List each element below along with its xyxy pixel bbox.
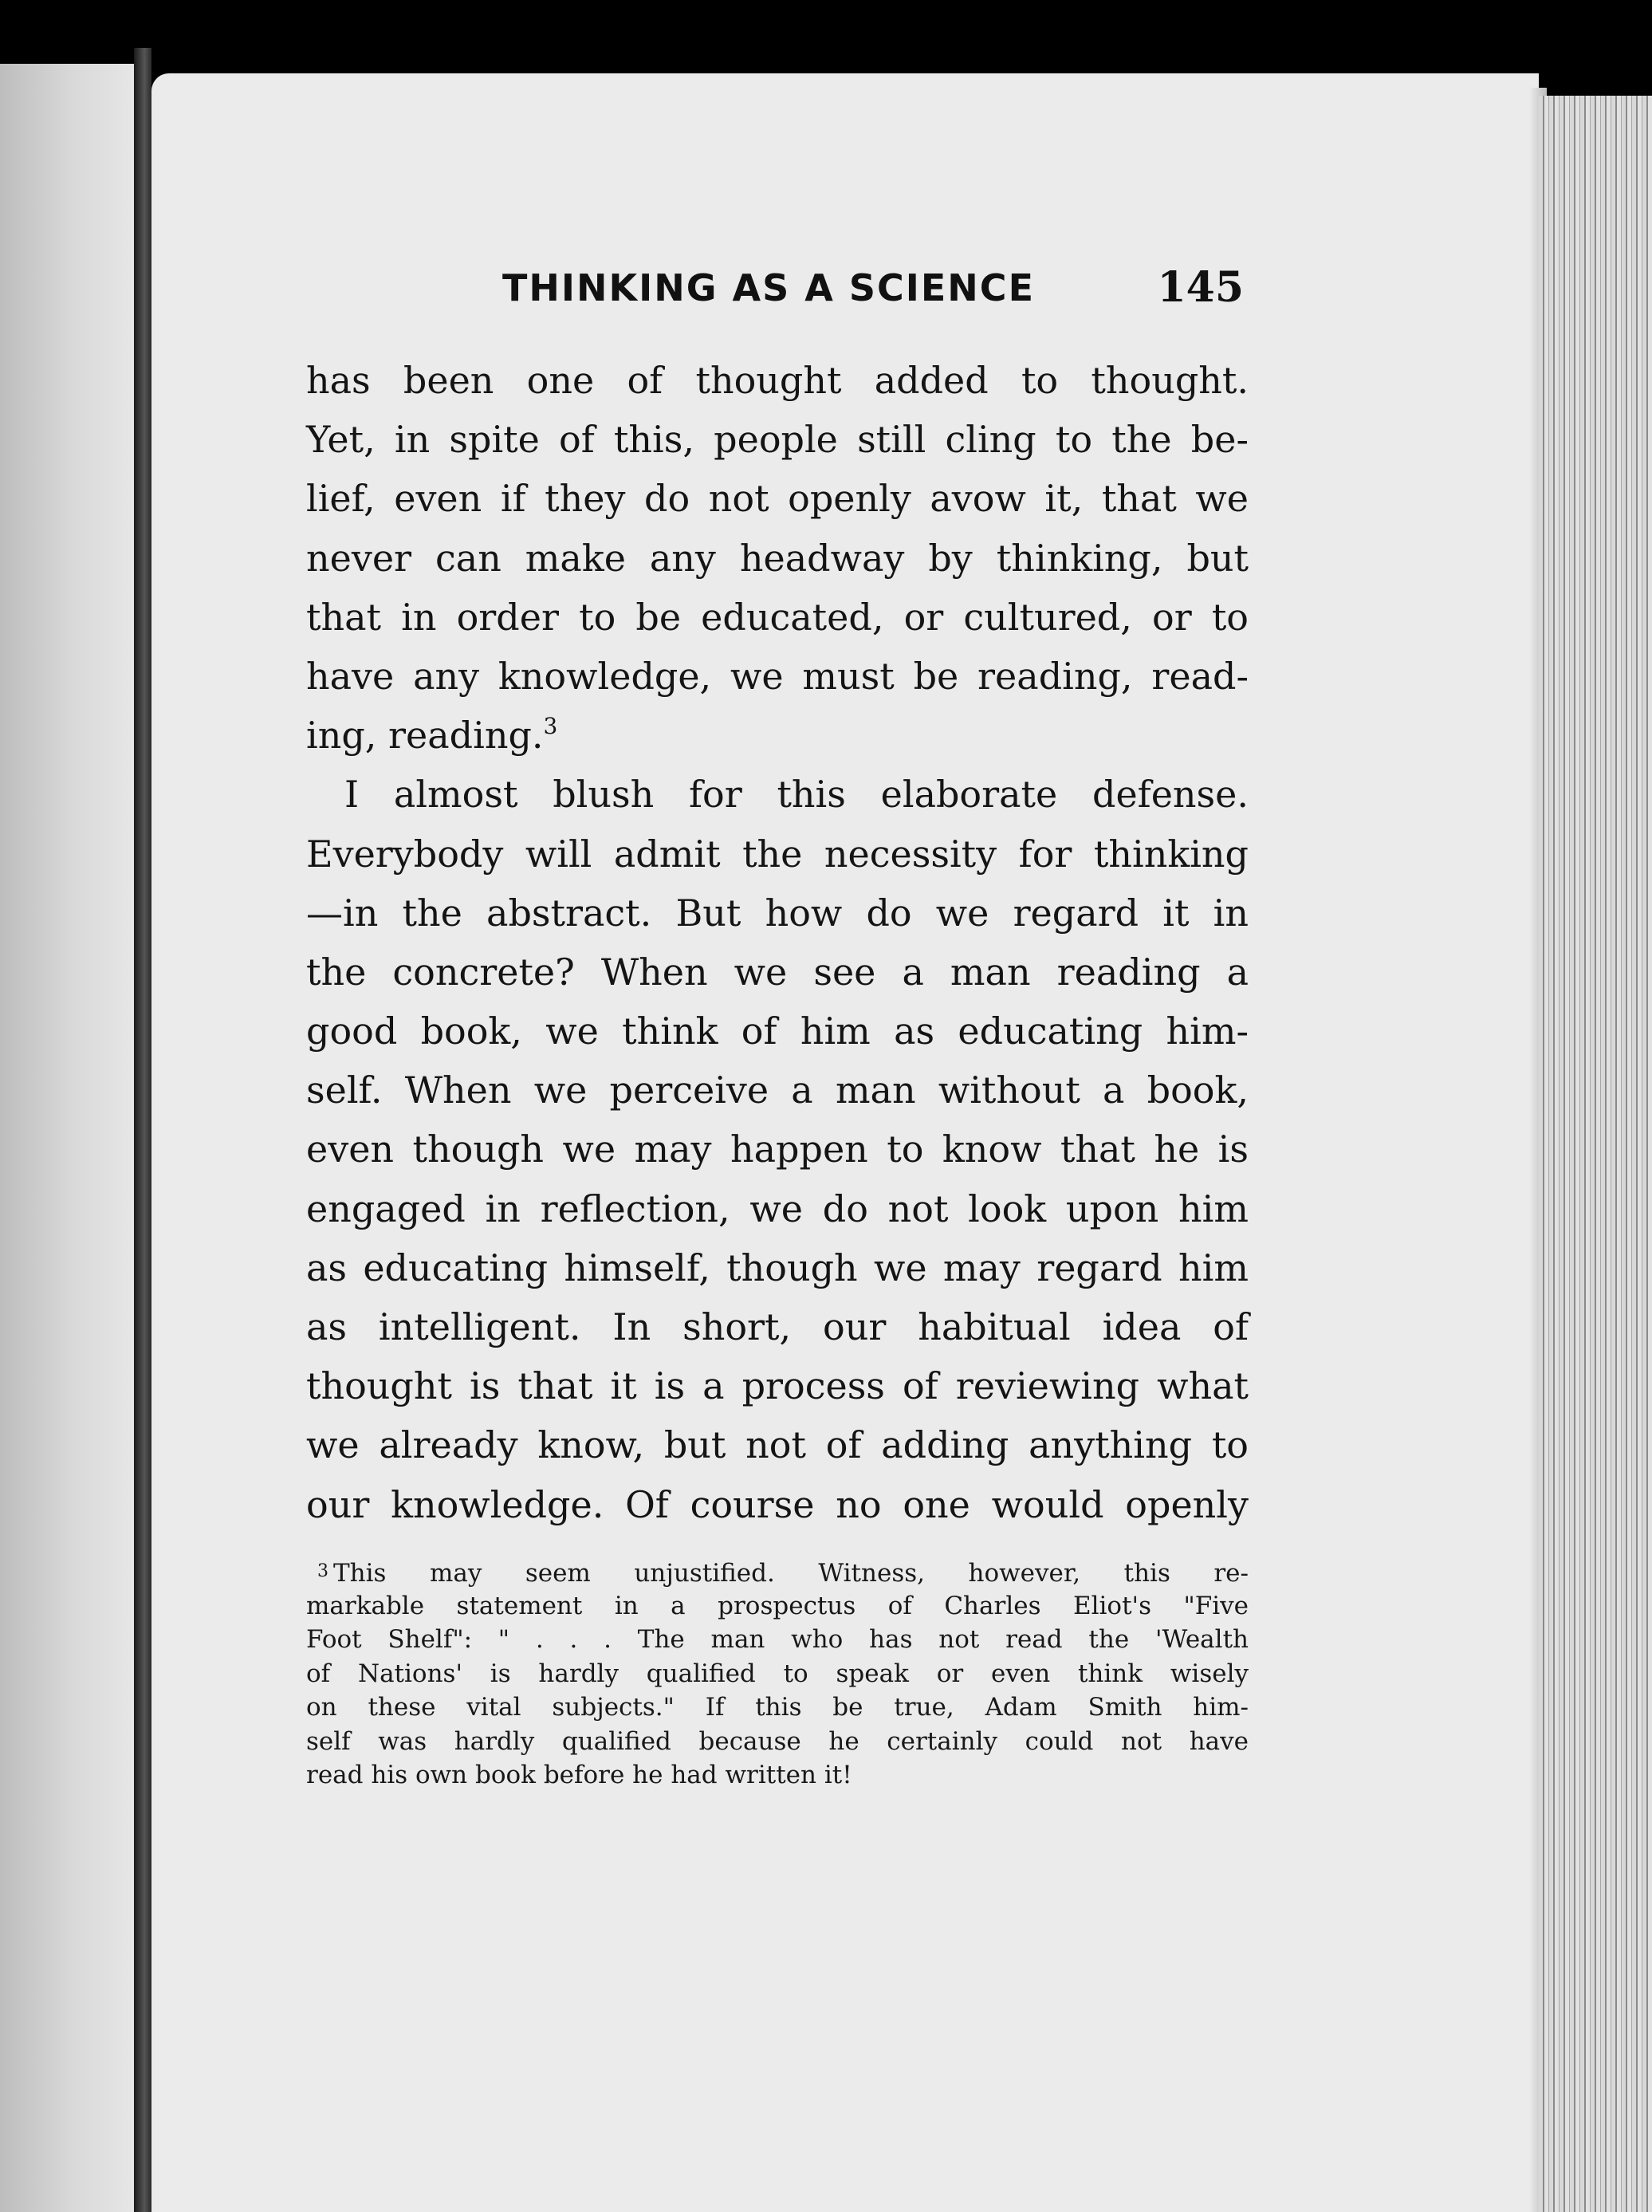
text-line: as educating himself, though we may regard him: [306, 1246, 1249, 1289]
text-line: has been one of thought added to thought.: [306, 359, 1249, 402]
text-line: lief, even if they do not openly avow it, that we: [306, 477, 1249, 521]
text-line: we already know, but not of adding anything to: [306, 1423, 1249, 1467]
previous-page-edge: [0, 64, 134, 2212]
page-number: 145: [1157, 263, 1244, 312]
text-line: engaged in reflection, we do not look upon him: [306, 1187, 1249, 1230]
text-line: as intelligent. In short, our habitual idea of: [306, 1305, 1249, 1348]
text-line: thought is that it is a process of reviewing what: [306, 1364, 1249, 1408]
text-line: the concrete? When we see a man reading a: [306, 950, 1249, 994]
text-line: have any knowledge, we must be reading, read-: [306, 654, 1249, 698]
text-line: ing, reading.: [306, 714, 544, 758]
footnote-line: This may seem unjustified. Witness, however, this re-: [333, 1559, 1249, 1588]
text-line: self. When we perceive a man without a book,: [306, 1069, 1249, 1112]
paragraph-end-line: [306, 706, 1249, 765]
footnote-line: Foot Shelf": " . . . The man who has not read the 'Wealth: [306, 1625, 1249, 1654]
text-line: good book, we think of him as educating him-: [306, 1010, 1249, 1053]
text-line: Everybody will admit the necessity for thinking: [306, 832, 1249, 876]
page-fore-edge: [1539, 96, 1652, 2212]
text-line: never can make any headway by thinking, but: [306, 536, 1249, 580]
footnote-line: of Nations' is hardly qualified to speak or even think wisely: [306, 1659, 1249, 1688]
body-text: [306, 351, 1249, 1534]
text-line: even though we may happen to know that he is: [306, 1128, 1249, 1171]
footnote-reference: 3: [543, 713, 558, 740]
text-line: that in order to be educated, or cultured, or to: [306, 595, 1249, 639]
text-line: our knowledge. Of course no one would openly: [306, 1482, 1249, 1526]
text-line: I almost blush for this elaborate defense.: [344, 773, 1249, 817]
running-head: [303, 263, 1244, 314]
footnote-line: markable statement in a prospectus of Charles Eliot's "Five: [306, 1591, 1249, 1620]
text-line: —in the abstract. But how do we regard it in: [306, 891, 1249, 935]
footnote-line: on these vital subjects." If this be true, Adam Smith him-: [306, 1693, 1249, 1722]
footnote-first-line: [306, 1555, 1249, 1589]
running-title: THINKING AS A SCIENCE: [502, 266, 1035, 309]
book-gutter: [134, 48, 151, 2212]
text-line: Yet, in spite of this, people still cling to the be-: [306, 418, 1249, 462]
footnote-marker: 3: [317, 1561, 328, 1581]
footnote-line: self was hardly qualified because he certainly could not have: [306, 1726, 1249, 1756]
footnote-line: read his own book before he had written it!: [306, 1761, 852, 1789]
footnote: [306, 1555, 1249, 1793]
